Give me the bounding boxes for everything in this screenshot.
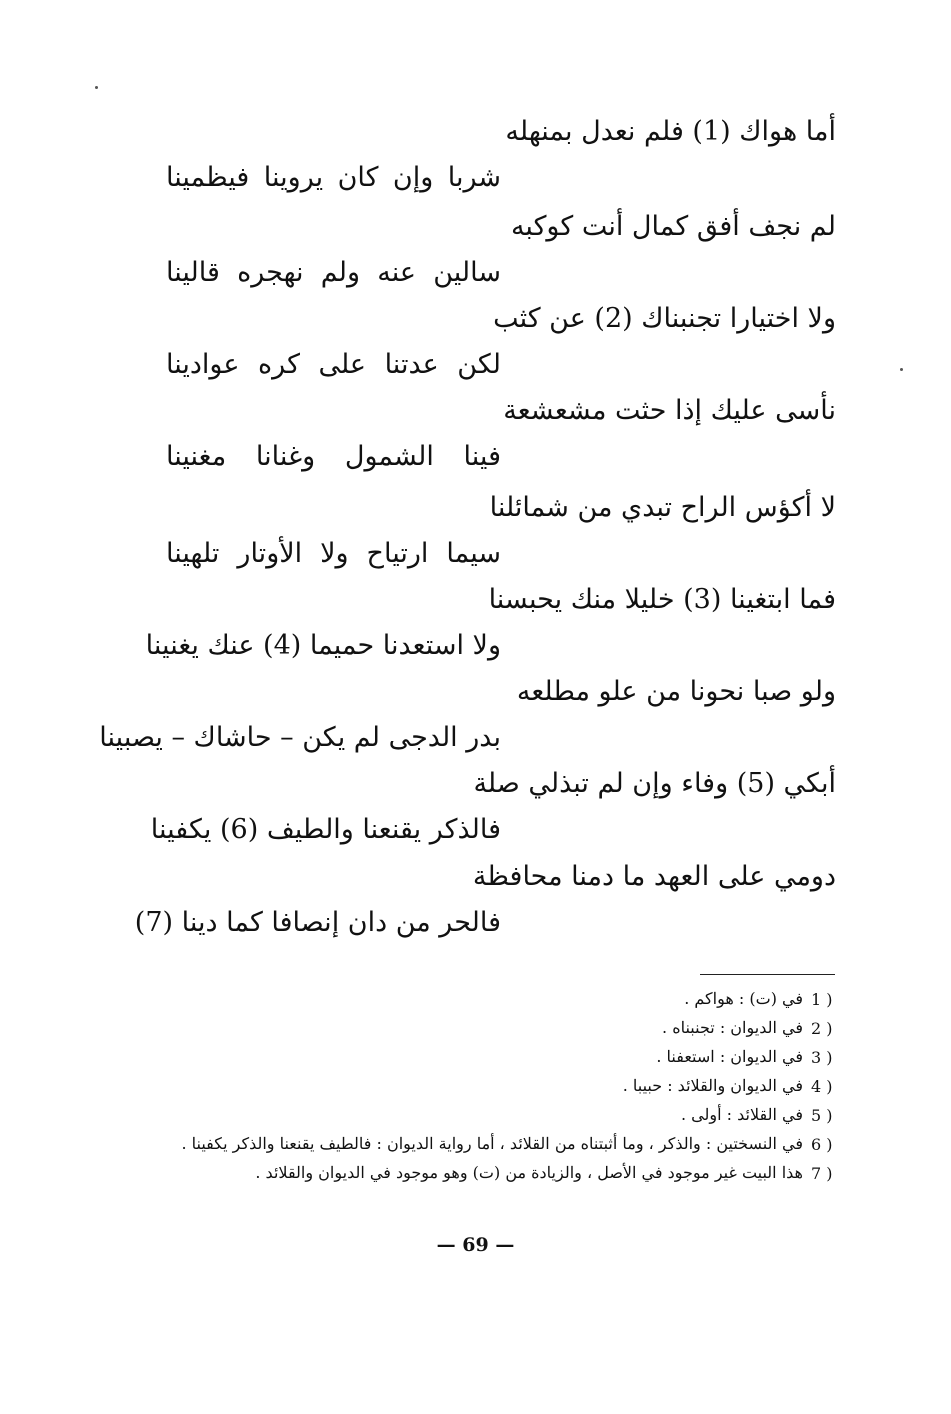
- verse-line: شربا وإن كان يروينا فيظمينا: [166, 162, 501, 193]
- verse-line: أبكي (5) وفاء وإن لم تبذلي صلة: [473, 768, 836, 799]
- footnote-text: في القلائد : أولى .: [681, 1105, 803, 1124]
- verse-line: فينا الشمول وغنانا مغنينا: [166, 441, 501, 472]
- footnote-text: هذا البيت غير موجود في الأصل ، والزيادة من (ت) وهو موجود في الديوان والقلائد .: [255, 1163, 803, 1182]
- footnote: [159, 1072, 839, 1101]
- footnote-number: 4 ): [811, 1077, 833, 1096]
- verse-line: لم نجف أفق كمال أنت كوكبه: [510, 211, 836, 242]
- footnote-number: 1 ): [811, 990, 833, 1009]
- footnote: [159, 985, 839, 1014]
- verse-line: نأسى عليك إذا حثت مشعشعة: [503, 395, 836, 426]
- footnote: [159, 1101, 839, 1130]
- footnote: [159, 1014, 839, 1043]
- verse-line: سالين عنه ولم نهجره قالينا: [166, 257, 501, 288]
- footnote-text: في النسختين : والذكر ، وما أثبتناه من القلائد ، أما رواية الديوان : فالطيف يقنعنا والذكر يكفينا .: [181, 1134, 803, 1153]
- scan-speck: [95, 86, 98, 89]
- footnote: [159, 1159, 839, 1188]
- verse-line: بدر الدجى لم يكن – حاشاك – يصبينا: [99, 722, 501, 753]
- verse-line: فالحر من دان إنصافا كما دينا (7): [134, 907, 501, 938]
- footnotes: [159, 985, 839, 1188]
- footnote-divider: [700, 974, 835, 975]
- scan-speck: [900, 368, 903, 371]
- footnote-text: في (ت) : هواكم .: [684, 989, 803, 1008]
- footnote: [159, 1043, 839, 1072]
- verse-line: ولا اختيارا تجنبناك (2) عن كثب: [493, 303, 836, 334]
- footnote-number: 3 ): [811, 1048, 833, 1067]
- footnote-text: في الديوان والقلائد : حبيبا .: [622, 1076, 803, 1095]
- footnote-number: 7 ): [811, 1164, 833, 1183]
- verse-line: لا أكؤس الراح تبدي من شمائلنا: [489, 492, 836, 523]
- verse-line: سيما ارتياح ولا الأوتار تلهينا: [166, 538, 501, 569]
- footnote-number: 6 ): [811, 1135, 833, 1154]
- verse-line: فما ابتغينا (3) خليلا منك يحبسنا: [488, 584, 836, 615]
- footnote-text: في الديوان : تجنبناه .: [662, 1018, 803, 1037]
- page-number: — 69 —: [436, 1234, 515, 1256]
- footnote: [159, 1130, 839, 1159]
- footnote-text: في الديوان : استعفنا .: [656, 1047, 803, 1066]
- verse-line: دومي على العهد ما دمنا محافظة: [472, 861, 836, 892]
- verse-line: أما هواك (1) فلم نعدل بمنهله: [505, 116, 836, 147]
- verse-line: لكن عدتنا على كره عوادينا: [166, 349, 501, 380]
- verse-line: ولا استعدنا حميما (4) عنك يغنينا: [145, 630, 501, 661]
- footnote-number: 5 ): [811, 1106, 833, 1125]
- footnote-number: 2 ): [811, 1019, 833, 1038]
- verse-line: فالذكر يقنعنا والطيف (6) يكفينا: [150, 814, 501, 845]
- verse-line: ولو صبا نحونا من علو مطلعه: [516, 676, 836, 707]
